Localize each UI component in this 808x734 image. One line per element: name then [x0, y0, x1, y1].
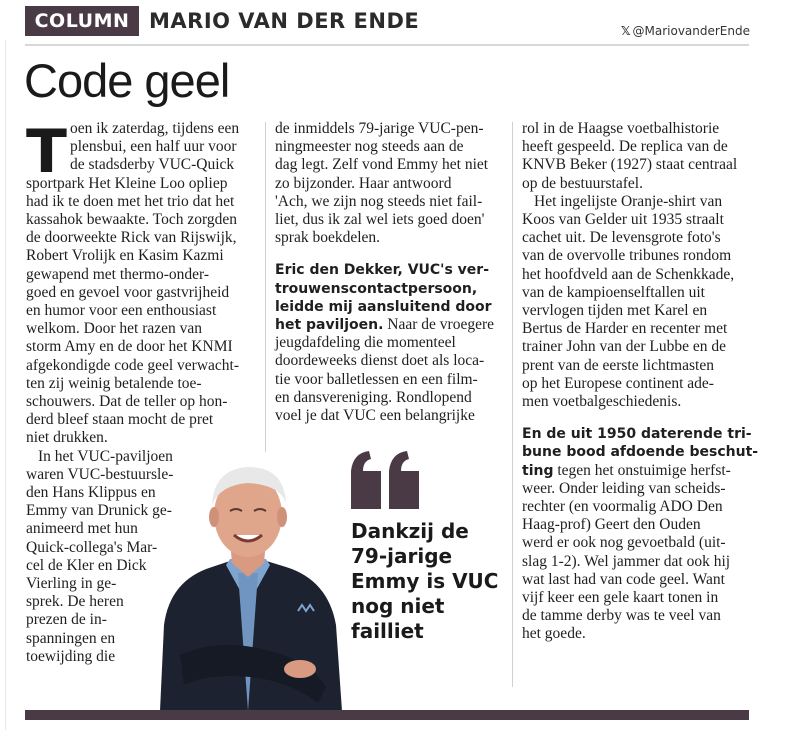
text-line: Het ingelijste Oranje-shirt van — [534, 192, 723, 210]
author-name: MARIO VAN DER ENDE — [149, 9, 420, 33]
subhead-line: trouwenscontactpersoon, — [275, 280, 478, 297]
text-line: dag legt. Zelf vond Emmy het niet — [275, 156, 489, 174]
text-line: KNVB Beker (1927) staat centraal — [522, 156, 738, 174]
text-line: animeerd met hun — [26, 520, 138, 538]
x-logo-icon: 𝕏 — [620, 24, 631, 38]
text-line: Haag-prof) Geert den Ouden — [522, 516, 701, 534]
text-line: toewijding die — [26, 647, 116, 665]
header-rule — [25, 44, 749, 46]
page-edge-rule — [5, 40, 6, 730]
text-line: de stadsderby VUC-Quick — [70, 156, 235, 174]
text-line: het hoofdveld aan de Schenkkade, — [522, 265, 735, 283]
text-line: en dansvereniging. Rondlopend — [275, 388, 472, 406]
text-line: de tamme derby was te veel van — [522, 607, 721, 625]
text-line: werd er ook nog gevoetbald (uit- — [522, 534, 726, 552]
text-line: tegen het onstuimige herfst- — [553, 461, 731, 479]
text-line: Naar de vroegere — [383, 316, 495, 334]
text-line: Robert Vrolijk en Kasim Kazmi — [26, 247, 224, 265]
text-line: prezen de in- — [26, 611, 107, 629]
text-line: spanningen en — [26, 629, 116, 647]
text-line: schouwers. Dat de teller op hon- — [26, 393, 228, 411]
text-line: weer. Onder leiding van scheids- — [522, 479, 726, 497]
text-line: van de overvolle tribunes rondom — [522, 247, 732, 265]
text-line: en humor voor een enthousiast — [26, 302, 217, 320]
text-line: oen ik zaterdag, tijdens een — [70, 120, 240, 137]
subhead-line: En de uit 1950 daterende tri- — [522, 426, 752, 443]
text-line: slag 1-2). Wel jammer dat ook hij — [522, 552, 731, 570]
text-line: rechter (en voormalig ADO Den — [522, 498, 723, 516]
x-handle[interactable] — [621, 24, 750, 38]
footer-bar — [25, 710, 749, 720]
text-line: liet, dus ik zal wel iets goed doen' — [275, 211, 485, 229]
text-line: van de kampioenselftallen uit — [522, 283, 705, 301]
text-line: den Hans Klippus en — [26, 484, 156, 502]
text-line: In het VUC-paviljoen — [38, 447, 173, 465]
text-line: sprek. De heren — [26, 593, 124, 611]
subhead-block — [275, 261, 500, 334]
paragraph-1 — [522, 120, 747, 193]
text-line: kassahok bewaakte. Toch zorgden — [26, 211, 237, 229]
paragraph-2 — [522, 193, 747, 411]
column-divider-2 — [512, 122, 513, 687]
column-divider-1 — [265, 122, 266, 452]
subhead-line: Eric den Dekker, VUC's ver- — [275, 262, 489, 279]
subhead-block — [522, 425, 759, 643]
x-handle-text: @MariovanderEnde — [632, 24, 750, 38]
subhead-line: het paviljoen. — [275, 317, 384, 334]
text-line: Emmy van Drunick ge- — [26, 502, 172, 520]
text-line: sprak boekdelen. — [275, 229, 381, 247]
paragraph-2 — [275, 334, 500, 425]
text-line: Quick-collega's Mar- — [26, 538, 158, 556]
text-line: storm Amy en de door het KNMI — [26, 338, 233, 356]
text-line: zo bijzonder. Haar antwoord — [275, 174, 452, 192]
text-line: ten zij weinig betalende toe- — [26, 374, 202, 392]
subhead-line: ting — [522, 462, 554, 479]
text-line: het goede. — [522, 625, 586, 643]
text-line: waren VUC-bestuursle- — [26, 465, 174, 483]
text-line: derd bleef staan mocht de pret — [26, 411, 214, 429]
text-line: ningmeester nog steeds aan de — [275, 138, 464, 156]
headline: Code geel — [24, 54, 230, 107]
text-line: cachet uit. De levensgrote foto's — [522, 229, 721, 247]
pull-quote: Dankzij de 79-jarige Emmy is VUC nog niet failliet — [351, 519, 499, 643]
text-line: Koos van Gelder uit 1935 straalt — [522, 211, 724, 229]
column-3 — [522, 120, 759, 644]
text-line: de inmiddels 79-jarige VUC-pen- — [275, 120, 484, 137]
text-line: doordeweeks dienst doet als loca- — [275, 352, 485, 370]
drop-cap: T — [26, 117, 67, 187]
text-line — [522, 462, 747, 480]
portrait-photo — [150, 455, 346, 711]
text-line: trainer John van der Lubbe en de — [522, 338, 727, 356]
paragraph-1 — [26, 117, 254, 448]
text-line: de doorweekte Rick van Rijswijk, — [26, 229, 237, 247]
text-line: op de bestuurstafel. — [522, 174, 643, 192]
text-line: afgekondigde code geel verwacht- — [26, 356, 240, 374]
text-line: niet drukken. — [26, 429, 108, 447]
text-line: sportpark Het Kleine Loo opliep — [26, 174, 228, 192]
text-line: voel je dat VUC een belangrijke — [275, 407, 475, 425]
column-2 — [275, 120, 500, 425]
text-line: Bertus de Harder en recenter met — [522, 320, 728, 338]
text-line: plensbui, een half uur voor — [70, 138, 237, 156]
text-line: had ik te doen met het trio dat het — [26, 192, 235, 210]
text-line: prent van de eerste lichtmasten — [522, 356, 714, 374]
quotation-mark-icon — [351, 451, 421, 514]
text-line: cel de Kler en Dick — [26, 556, 147, 574]
text-line: gewapend met thermo-onder- — [26, 265, 210, 283]
text-line: rol in de Haagse voetbalhistorie — [522, 120, 720, 137]
text-line: vijf keer een gele kaart tonen in — [522, 589, 719, 607]
text-line: 'Ach, we zijn nog steeds niet fail- — [275, 192, 483, 210]
text-line: welkom. Door het razen van — [26, 320, 203, 338]
text-line: men voetbalgeschiedenis. — [522, 393, 682, 411]
text-line: tie voor balletlessen en een film- — [275, 370, 478, 388]
text-line: goed en gevoel voor gastvrijheid — [26, 283, 230, 301]
text-line: op het Europese continent ade- — [522, 374, 714, 392]
column-badge: COLUMN — [25, 6, 139, 36]
subhead-line: leidde mij aansluitend door — [275, 298, 492, 315]
text-line: jeugdafdeling die momenteel — [275, 334, 456, 352]
text-line: vervlogen tijden met Karel en — [522, 302, 708, 320]
text-line: heeft gespeeld. De replica van de — [522, 138, 728, 156]
text-line: Vierling in ge- — [26, 575, 117, 593]
paragraph-1 — [275, 120, 500, 247]
text-line: wat last had van code geel. Want — [522, 570, 725, 588]
subhead-line: bune bood afdoende beschut- — [522, 444, 759, 461]
